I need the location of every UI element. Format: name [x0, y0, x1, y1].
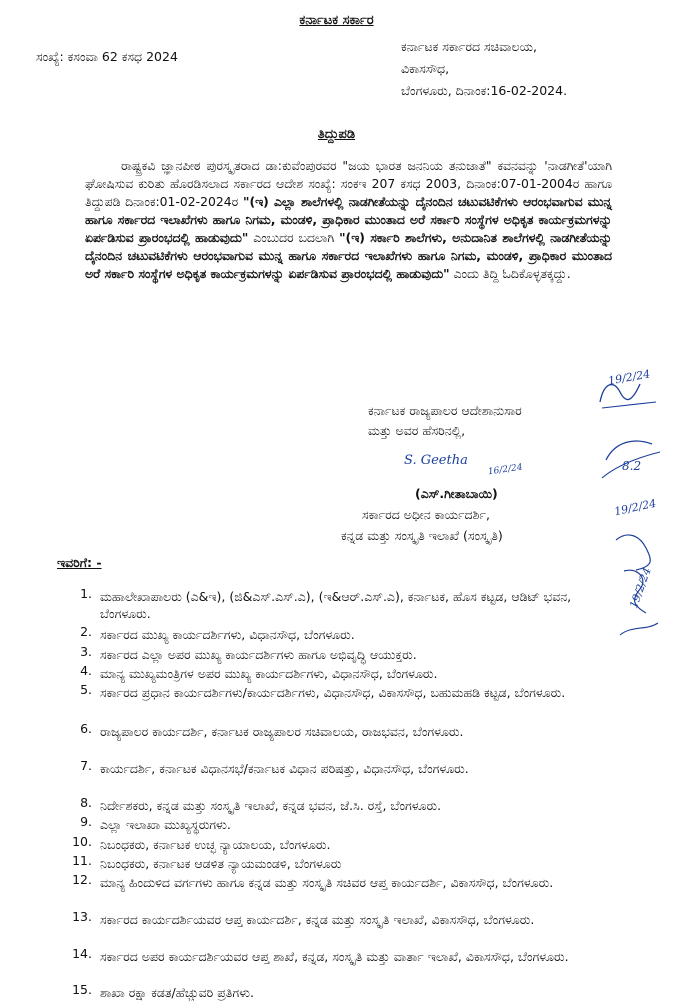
signature-handwritten [402, 448, 542, 486]
margin-scribble-2 [596, 430, 666, 490]
order-line-1: ಕರ್ನಾಟಕ ರಾಜ್ಯಪಾಲರ ಆದೇಶಾನುಸಾರ [368, 403, 522, 418]
para-text-2: ಎಂಬುದರ ಬದಲಾಗಿ [253, 230, 335, 245]
document-title: ತಿದ್ದುಪಡಿ [317, 127, 356, 142]
signature-text: S. Geetha [404, 453, 468, 468]
signature-date: 16/2/24 [487, 462, 524, 478]
margin-note-4: 19/2/24 [627, 565, 654, 611]
margin-note-1: 19/2/24 [607, 367, 652, 388]
government-heading: ಕರ್ನಾಟಕ ಸರ್ಕಾರ [299, 13, 374, 28]
order-line-2: ಮತ್ತು ಅವರ ಹೆಸರಿನಲ್ಲಿ, [368, 423, 466, 438]
margin-note-3: 19/2/24 [613, 496, 658, 519]
signatory-name: (ಎಸ್.ಗೀತಾಬಾಯಿ) [415, 486, 498, 501]
amendment-paragraph [85, 157, 612, 283]
margin-note-2: 8.2 [622, 459, 642, 473]
para-text-3: ಎಂದು ತಿದ್ದಿ ಓದಿಕೊಳ್ಳತಕ್ಕದ್ದು. [453, 266, 571, 281]
para-text-1: ರಾಷ್ಟ್ರಕವಿ ಜ್ಞಾನಪೀಠ ಪುರಸ್ಕೃತರಾದ ಡಾ:ಕುವೆಂಪುರವರ "ಜಯ ಭಾರತ ಜನನಿಯ ತನುಜಾತೆ" ಕವನವನ್ನು 'ನಾಡಗೀತೆ'ಯಾಗಿ ಘೋಷಿಸುವ ಕುರಿತು ಹೊರಡಿಸಲಾದ ಸರ್ಕಾರದ ಆದೇಶ ಸಂಖ್ಯೆ: ಸಂಕಇ 207 ಕಸಧ 2003, ದಿನಾಂಕ:07-01-2004ರ ಹಾಗೂ ತಿದ್ದುಪಡಿ ದಿನಾಂಕ:01-02-2024ರ [85, 158, 612, 209]
office-line-2: ವಿಕಾಸಸೌಧ, [401, 61, 450, 76]
order-number: ಸಂಖ್ಯೆ: ಕಸಂವಾ 62 ಕಸಧ 2024 [36, 49, 178, 64]
signatory-designation-2: ಕನ್ನಡ ಮತ್ತು ಸಂಸ್ಕೃತಿ ಇಲಾಖೆ (ಸಂಸ್ಕೃತಿ) [341, 528, 503, 543]
recipients-heading: ಇವರಿಗೆ: - [57, 555, 102, 570]
amended-clause: "(ಇ) ಸರ್ಕಾರಿ ಶಾಲೆಗಳು, ಅನುದಾನಿತ ಶಾಲೆಗಳಲ್ಲಿ ನಾಡಗೀತೆಯನ್ನು ದೈನಂದಿನ ಚಟುವಟಿಕೆಗಳು ಆರಂಭವಾಗುವ ಮುನ್ನ ಹಾಗೂ ಸರ್ಕಾರದ ಇಲಾಖೆಗಳು ಹಾಗೂ ನಿಗಮ, ಮಂಡಳಿ, ಪ್ರಾಧಿಕಾರ ಮುಂತಾದ ಅರೆ ಸರ್ಕಾರಿ ಸಂಸ್ಥೆಗಳ ಅಧಿಕೃತ ಕಾರ್ಯಕ್ರಮಗಳನ್ನು ಏರ್ಪಡಿಸುವ ಪ್ರಾರಂಭದಲ್ಲಿ ಹಾಡುವುದು" [85, 230, 613, 281]
margin-scribble-1 [592, 372, 662, 412]
original-clause: "(ಇ) ಎಲ್ಲಾ ಶಾಲೆಗಳಲ್ಲಿ ನಾಡಗೀತೆಯನ್ನು ದೈನಂದಿನ ಚಟುವಟಿಕೆಗಳು ಆರಂಭವಾಗುವ ಮುನ್ನ ಹಾಗೂ ಸರ್ಕಾರದ ಇಲಾಖೆಗಳು ಹಾಗೂ ನಿಗಮ, ಮಂಡಳಿ, ಪ್ರಾಧಿಕಾರ ಮುಂತಾದ ಅರೆ ಸರ್ಕಾರಿ ಸಂಸ್ಥೆಗಳ ಅಧಿಕೃತ ಕಾರ್ಯಕ್ರಮಗಳನ್ನು ಏರ್ಪಡಿಸುವ ಪ್ರಾರಂಭದಲ್ಲಿ ಹಾಡುವುದು" [85, 194, 612, 245]
office-line-1: ಕರ್ನಾಟಕ ಸರ್ಕಾರದ ಸಚಿವಾಲಯ, [401, 39, 537, 54]
office-line-3: ಬೆಂಗಳೂರು, ದಿನಾಂಕ:16-02-2024. [401, 83, 568, 98]
signatory-designation-1: ಸರ್ಕಾರದ ಅಧೀನ ಕಾರ್ಯದರ್ಶಿ, [362, 507, 490, 522]
